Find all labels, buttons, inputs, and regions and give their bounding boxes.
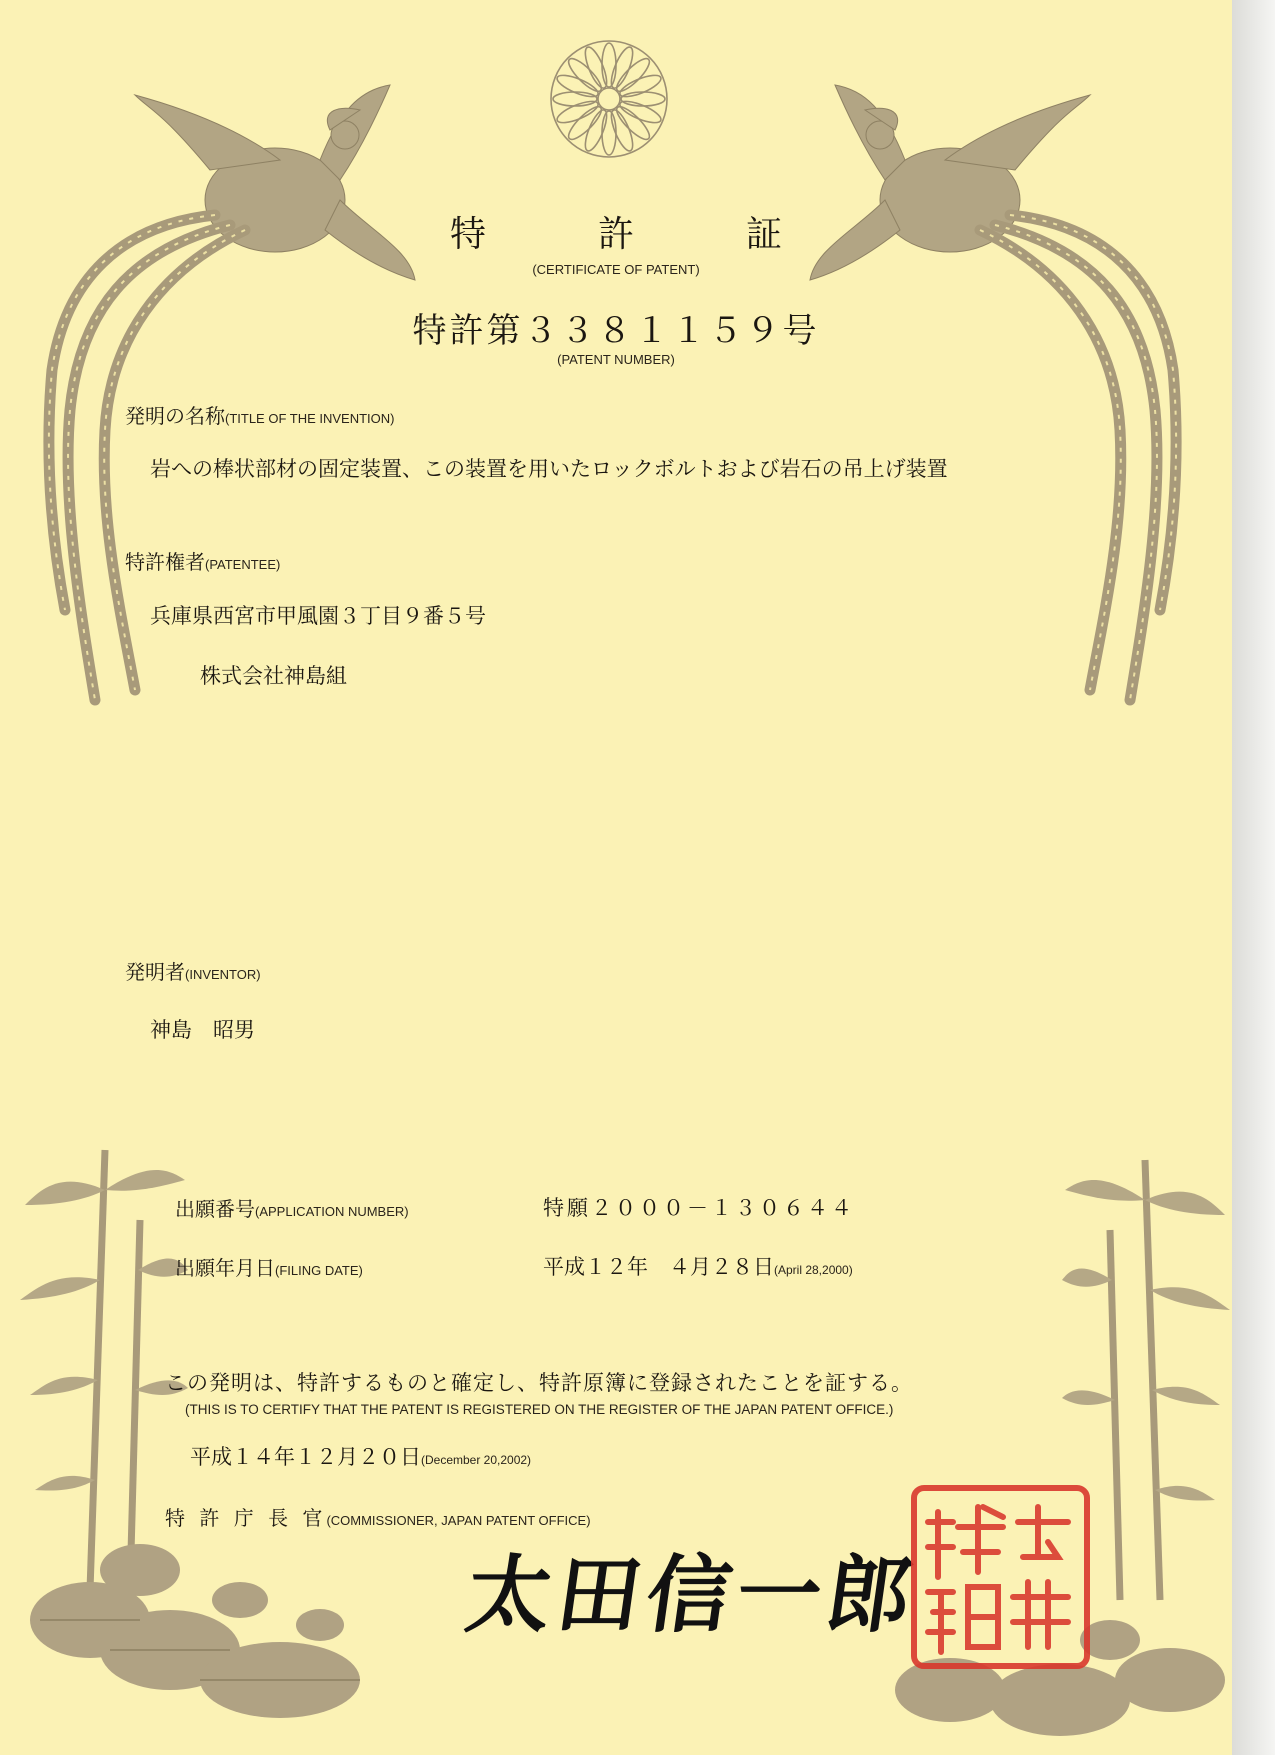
commissioner-label: [165, 1502, 591, 1531]
commissioner-label-jp: 特 許 庁 長 官: [165, 1506, 327, 1530]
registration-date-en: (December 20,2002): [421, 1453, 532, 1467]
filing-date-jp: 平成１２年 ４月２８日: [543, 1255, 774, 1279]
patentee-label: [125, 546, 280, 575]
inventor-label-en: (INVENTOR): [185, 967, 261, 982]
crest-petal: [581, 107, 611, 153]
filing-date-label-jp: 出願年月日: [175, 1256, 275, 1280]
inventor-label-jp: 発明者: [125, 960, 185, 984]
invention-label-en: (TITLE OF THE INVENTION): [225, 411, 395, 426]
phoenix-right-icon: [805, 50, 1185, 720]
crest-petal: [617, 97, 663, 127]
certificate-title-en: (CERTIFICATE OF PATENT): [532, 262, 700, 277]
application-number: 特願２０００－１３０６４４: [543, 1196, 855, 1220]
patent-number: 特許第３３８１１５９号: [412, 311, 820, 351]
crest-petal: [602, 43, 616, 87]
crest-petal: [613, 54, 654, 95]
crest-petal: [617, 71, 663, 101]
patentee-name: 株式会社神島組: [200, 664, 347, 688]
crest-petal: [621, 92, 665, 106]
crest-petal: [555, 97, 601, 127]
crest-petal: [555, 71, 601, 101]
application-number-label-jp: 出願番号: [175, 1197, 255, 1221]
filing-date: [543, 1251, 853, 1281]
application-number-label: [175, 1193, 409, 1222]
invention-label-jp: 発明の名称: [125, 404, 225, 428]
crest-petal: [564, 103, 605, 144]
certification-statement-en: (THIS IS TO CERTIFY THAT THE PATENT IS REGISTERED ON THE REGISTER OF THE JAPAN PATENT OFFICE.): [185, 1402, 894, 1417]
registration-date: [190, 1441, 531, 1471]
registration-date-jp: 平成１４年１２月２０日: [190, 1445, 421, 1469]
patentee-label-en: (PATENTEE): [205, 557, 281, 572]
certification-statement: この発明は、特許するものと確定し、特許原簿に登録されたことを証する。: [165, 1371, 913, 1395]
paulownia-left-icon: [20, 1530, 380, 1730]
inventor-name: 神島 昭男: [150, 1018, 255, 1042]
filing-date-label: [175, 1252, 363, 1281]
crest-petal: [564, 54, 605, 95]
crest-petal: [602, 111, 616, 155]
patentee-label-jp: 特許権者: [125, 550, 205, 574]
filing-date-label-en: (FILING DATE): [275, 1263, 363, 1278]
patentee-address: 兵庫県西宮市甲風園３丁目９番５号: [150, 604, 486, 628]
crest-petal: [553, 92, 597, 106]
scanner-edge: [1232, 0, 1275, 1755]
crest-petal: [607, 45, 637, 91]
invention-label: [125, 400, 395, 429]
certificate-title: 特 許 証: [449, 214, 820, 255]
crest-petal: [607, 107, 637, 153]
application-number-label-en: (APPLICATION NUMBER): [255, 1204, 409, 1219]
commissioner-label-en: (COMMISSIONER, JAPAN PATENT OFFICE): [326, 1513, 591, 1528]
crest-petal: [581, 45, 611, 91]
chrysanthemum-crest-icon: [548, 38, 670, 160]
patent-number-en: (PATENT NUMBER): [557, 352, 675, 367]
invention-title: 岩への棒状部材の固定装置、この装置を用いたロックボルトおよび岩石の吊上げ装置: [150, 457, 948, 481]
inventor-label: [125, 956, 261, 985]
commissioner-signature: 太田信一郎: [460, 1545, 925, 1644]
filing-date-en: (April 28,2000): [774, 1263, 853, 1277]
crest-petal: [613, 103, 654, 144]
official-seal-icon: [908, 1482, 1093, 1672]
